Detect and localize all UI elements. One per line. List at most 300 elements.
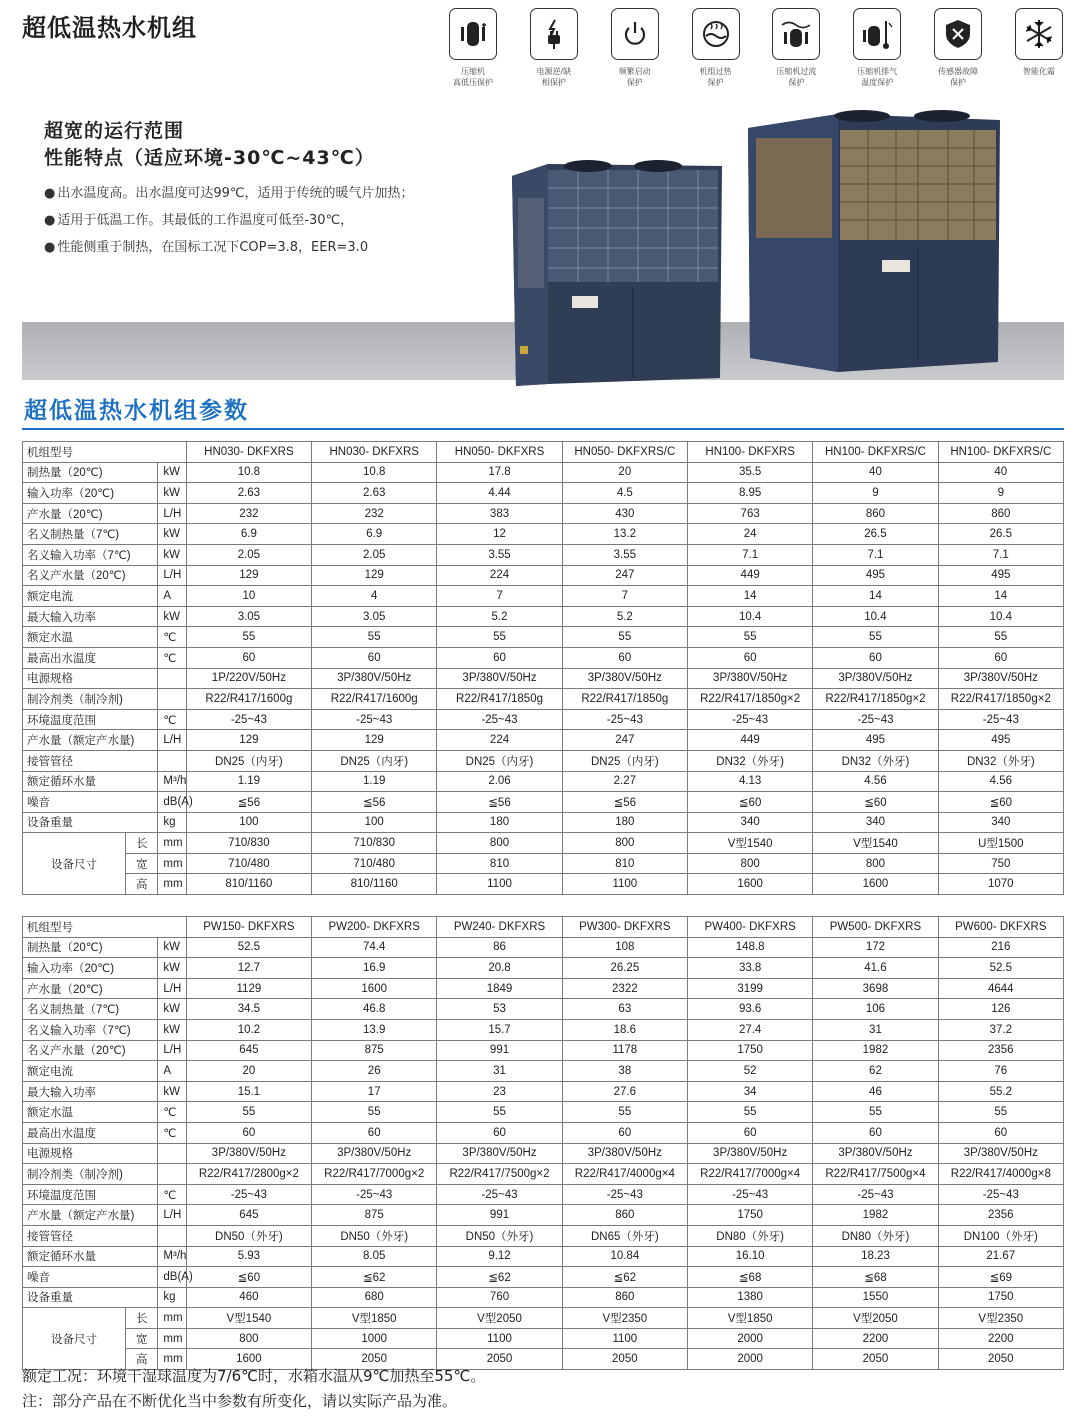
disclaimer-note: 注：部分产品在不断优化当中参数有所变化，请以实际产品为准。 <box>22 1392 458 1410</box>
value-cell: 991 <box>437 1205 562 1226</box>
section-title-rule <box>22 428 1064 430</box>
table-row <box>23 999 1064 1020</box>
value-cell: 224 <box>437 730 562 751</box>
value-cell: 5.2 <box>562 606 687 627</box>
value-cell: 495 <box>813 565 938 586</box>
value-cell: 31 <box>437 1061 562 1082</box>
value-cell: 55 <box>437 1102 562 1123</box>
row-label: 额定电流 <box>23 1061 158 1082</box>
dimension-sub-label: 高 <box>126 1349 158 1370</box>
row-label: 输入功率（20℃) <box>23 483 158 504</box>
value-cell: 60 <box>312 1122 437 1143</box>
value-cell: 7.1 <box>687 544 812 565</box>
table-row <box>23 1225 1064 1246</box>
value-cell: DN25（内牙) <box>312 750 437 771</box>
value-cell: DN65（外牙) <box>562 1225 687 1246</box>
row-label: 设备重量 <box>23 1287 158 1308</box>
value-cell: 126 <box>938 999 1063 1020</box>
value-cell: 2200 <box>813 1328 938 1349</box>
row-label: 额定水温 <box>23 627 158 648</box>
value-cell: DN25（内牙) <box>437 750 562 771</box>
value-cell: 172 <box>813 937 938 958</box>
value-cell: 232 <box>312 503 437 524</box>
value-cell: 875 <box>312 1040 437 1061</box>
page-title: 超低温热水机组 <box>22 14 197 42</box>
value-cell: R22/R417/7000g×4 <box>687 1164 812 1185</box>
row-label: 最高出水温度 <box>23 647 158 668</box>
table-row <box>23 1267 1064 1288</box>
table-row <box>23 812 1064 833</box>
value-cell: 3.55 <box>437 544 562 565</box>
value-cell: 800 <box>562 833 687 854</box>
value-cell: 46.8 <box>312 999 437 1020</box>
table-row <box>23 709 1064 730</box>
table-row <box>23 1246 1064 1267</box>
value-cell: 16.10 <box>687 1246 812 1267</box>
value-cell: 4644 <box>938 978 1063 999</box>
row-unit: kW <box>158 462 186 483</box>
value-cell: 1750 <box>938 1287 1063 1308</box>
value-cell: 60 <box>687 647 812 668</box>
table-row <box>23 689 1064 710</box>
value-cell: 710/480 <box>186 853 311 874</box>
value-cell: 1380 <box>687 1287 812 1308</box>
value-cell: 810/1160 <box>186 874 311 895</box>
value-cell: 55 <box>813 627 938 648</box>
table-row <box>23 503 1064 524</box>
value-cell: 55 <box>186 627 311 648</box>
model-name-cell: PW600- DKFXRS <box>938 917 1063 938</box>
value-cell: 3P/380V/50Hz <box>813 1143 938 1164</box>
value-cell: 2050 <box>562 1349 687 1370</box>
value-cell: 129 <box>312 730 437 751</box>
row-label: 环境温度范围 <box>23 1184 158 1205</box>
value-cell: 86 <box>437 937 562 958</box>
value-cell: 63 <box>562 999 687 1020</box>
value-cell: 52.5 <box>186 937 311 958</box>
value-cell: V型1850 <box>312 1308 437 1329</box>
row-label: 产水量（额定产水量) <box>23 1205 158 1226</box>
power-phase-protection-icon <box>530 8 578 60</box>
value-cell: 449 <box>687 565 812 586</box>
value-cell: ≦62 <box>562 1267 687 1288</box>
row-label: 噪音 <box>23 792 158 813</box>
value-cell: 60 <box>938 647 1063 668</box>
row-unit: M³/h <box>158 1246 186 1267</box>
dimension-sub-label: 宽 <box>126 1328 158 1349</box>
value-cell: 55 <box>687 1102 812 1123</box>
value-cell: 460 <box>186 1287 311 1308</box>
value-cell: 41.6 <box>813 958 938 979</box>
feature-list <box>44 180 414 261</box>
value-cell: 1.19 <box>186 771 311 792</box>
table-row <box>23 565 1064 586</box>
smart-defrost-icon <box>1015 8 1063 60</box>
feature-icon-label: 电源逆/缺 相保护 <box>536 67 572 87</box>
row-label: 名义输入功率（7℃) <box>23 544 158 565</box>
value-cell: 14 <box>813 586 938 607</box>
feature-item: ● 性能侧重于制热，在国标工况下COP=3.8，EER=3.0 <box>44 240 369 255</box>
bullet-icon: ● <box>44 213 56 228</box>
value-cell: ≦68 <box>813 1267 938 1288</box>
row-unit: mm <box>158 833 186 854</box>
value-cell: 1600 <box>687 874 812 895</box>
value-cell: 16.9 <box>312 958 437 979</box>
value-cell: -25~43 <box>312 1184 437 1205</box>
value-cell: 710/480 <box>312 853 437 874</box>
value-cell: 2050 <box>437 1349 562 1370</box>
value-cell: 2050 <box>813 1349 938 1370</box>
value-cell: 55 <box>186 1102 311 1123</box>
value-cell: -25~43 <box>687 1184 812 1205</box>
row-unit: kW <box>158 524 186 545</box>
table-row <box>23 586 1064 607</box>
value-cell: 340 <box>813 812 938 833</box>
row-unit: kW <box>158 544 186 565</box>
row-unit: L/H <box>158 978 186 999</box>
table-row <box>23 978 1064 999</box>
value-cell: 26 <box>312 1061 437 1082</box>
value-cell: 108 <box>562 937 687 958</box>
table-row <box>23 958 1064 979</box>
value-cell: 1600 <box>186 1349 311 1370</box>
value-cell: 17.8 <box>437 462 562 483</box>
value-cell: 62 <box>813 1061 938 1082</box>
value-cell: 55.2 <box>938 1081 1063 1102</box>
value-cell: 1.19 <box>312 771 437 792</box>
value-cell: 495 <box>938 730 1063 751</box>
dimension-row <box>23 853 1064 874</box>
value-cell: 55 <box>687 627 812 648</box>
table-row <box>23 750 1064 771</box>
row-label: 最大输入功率 <box>23 606 158 627</box>
value-cell: V型1540 <box>186 1308 311 1329</box>
feature-heading: 超宽的运行范围 <box>44 120 185 142</box>
value-cell: DN50（外牙) <box>312 1225 437 1246</box>
row-unit: L/H <box>158 1205 186 1226</box>
value-cell: 1100 <box>437 1328 562 1349</box>
row-label: 额定循环水量 <box>23 1246 158 1267</box>
row-unit <box>158 1164 186 1185</box>
value-cell: 55 <box>562 1102 687 1123</box>
value-cell: 1982 <box>813 1205 938 1226</box>
value-cell: 2200 <box>938 1328 1063 1349</box>
value-cell: ≦60 <box>938 792 1063 813</box>
value-cell: 106 <box>813 999 938 1020</box>
value-cell: 18.23 <box>813 1246 938 1267</box>
value-cell: R22/R417/1850g×2 <box>687 689 812 710</box>
value-cell: R22/R417/1850g <box>562 689 687 710</box>
value-cell: DN50（外牙) <box>437 1225 562 1246</box>
value-cell: 26.5 <box>813 524 938 545</box>
dimension-label: 设备尺寸 <box>23 833 126 895</box>
value-cell: 76 <box>938 1061 1063 1082</box>
value-cell: 216 <box>938 937 1063 958</box>
row-label: 产水量（额定产水量) <box>23 730 158 751</box>
value-cell: DN80（外牙) <box>687 1225 812 1246</box>
row-unit: mm <box>158 1308 186 1329</box>
value-cell: -25~43 <box>437 1184 562 1205</box>
value-cell: 1P/220V/50Hz <box>186 668 311 689</box>
value-cell: 100 <box>312 812 437 833</box>
value-cell: 1000 <box>312 1328 437 1349</box>
value-cell: 10.4 <box>687 606 812 627</box>
model-name-cell: PW200- DKFXRS <box>312 917 437 938</box>
value-cell: V型1850 <box>687 1308 812 1329</box>
feature-icon-label: 压缩机排气 温度保护 <box>857 67 898 87</box>
value-cell: 9 <box>813 483 938 504</box>
value-cell: V型2050 <box>813 1308 938 1329</box>
table-row <box>23 1164 1064 1185</box>
row-unit: ℃ <box>158 709 186 730</box>
value-cell: ≦62 <box>312 1267 437 1288</box>
rated-condition-note: 额定工况：环境干湿球温度为7/6℃时，水箱水温从9℃加热至55℃。 <box>22 1367 486 1385</box>
value-cell: DN25（内牙) <box>186 750 311 771</box>
value-cell: 60 <box>562 1122 687 1143</box>
value-cell: 3P/380V/50Hz <box>938 1143 1063 1164</box>
value-cell: 2000 <box>687 1349 812 1370</box>
value-cell: 93.6 <box>687 999 812 1020</box>
value-cell: 3P/380V/50Hz <box>813 668 938 689</box>
value-cell: V型1540 <box>687 833 812 854</box>
value-cell: 2356 <box>938 1040 1063 1061</box>
feature-item: ● 出水温度高。出水温度可达99℃，适用于传统的暖气片加热； <box>44 186 414 201</box>
value-cell: 1129 <box>186 978 311 999</box>
row-unit: mm <box>158 1328 186 1349</box>
table-row <box>23 1287 1064 1308</box>
value-cell: 20 <box>186 1061 311 1082</box>
value-cell: 1070 <box>938 874 1063 895</box>
row-label: 名义制热量（7℃) <box>23 524 158 545</box>
row-unit: ℃ <box>158 647 186 668</box>
value-cell: ≦56 <box>437 792 562 813</box>
table-row <box>23 462 1064 483</box>
value-cell: 800 <box>813 853 938 874</box>
model-name-cell: HN030- DKFXRS <box>186 442 311 463</box>
value-cell: 860 <box>813 503 938 524</box>
value-cell: 3P/380V/50Hz <box>312 668 437 689</box>
feature-icon-label: 压缩机 高低压保护 <box>453 67 493 87</box>
value-cell: 7 <box>437 586 562 607</box>
model-name-cell: HN100- DKFXRS <box>687 442 812 463</box>
feature-icon-item <box>440 8 506 100</box>
value-cell: 40 <box>938 462 1063 483</box>
value-cell: ≦60 <box>687 792 812 813</box>
value-cell: 21.67 <box>938 1246 1063 1267</box>
value-cell: 7 <box>562 586 687 607</box>
value-cell: 7.1 <box>938 544 1063 565</box>
value-cell: 52.5 <box>938 958 1063 979</box>
row-unit: mm <box>158 874 186 895</box>
value-cell: 52 <box>687 1061 812 1082</box>
value-cell: 55 <box>562 627 687 648</box>
value-cell: 2.06 <box>437 771 562 792</box>
value-cell: 55 <box>437 627 562 648</box>
table-row <box>23 1122 1064 1143</box>
row-unit <box>158 689 186 710</box>
value-cell: 9 <box>938 483 1063 504</box>
feature-item: ● 适用于低温工作。其最低的工作温度可低至-30℃， <box>44 213 354 228</box>
value-cell: 860 <box>562 1287 687 1308</box>
feature-icon-item <box>683 8 749 100</box>
value-cell: 2.63 <box>312 483 437 504</box>
value-cell: 860 <box>938 503 1063 524</box>
row-label: 额定循环水量 <box>23 771 158 792</box>
value-cell: 4.13 <box>687 771 812 792</box>
row-label: 名义产水量（20℃) <box>23 1040 158 1061</box>
value-cell: R22/R417/1600g <box>186 689 311 710</box>
table-header-label: 机组型号 <box>23 442 187 463</box>
dimension-sub-label: 宽 <box>126 853 158 874</box>
table-row <box>23 730 1064 751</box>
value-cell: 10.4 <box>938 606 1063 627</box>
value-cell: 74.4 <box>312 937 437 958</box>
exhaust-temperature-icon <box>853 8 901 60</box>
feature-icon-item <box>844 8 910 100</box>
value-cell: -25~43 <box>938 709 1063 730</box>
value-cell: 60 <box>813 647 938 668</box>
table-row <box>23 627 1064 648</box>
row-label: 电源规格 <box>23 668 158 689</box>
model-name-cell: PW400- DKFXRS <box>687 917 812 938</box>
row-label: 额定水温 <box>23 1102 158 1123</box>
value-cell: 875 <box>312 1205 437 1226</box>
value-cell: 1849 <box>437 978 562 999</box>
value-cell: 129 <box>186 730 311 751</box>
spec-table-hn <box>22 441 1064 895</box>
feature-icon-item <box>925 8 991 100</box>
row-label: 名义输入功率（7℃) <box>23 1019 158 1040</box>
value-cell: 34 <box>687 1081 812 1102</box>
value-cell: 10.4 <box>813 606 938 627</box>
value-cell: 55 <box>312 627 437 648</box>
value-cell: 1100 <box>437 874 562 895</box>
value-cell: 148.8 <box>687 937 812 958</box>
value-cell: 3.05 <box>186 606 311 627</box>
value-cell: 449 <box>687 730 812 751</box>
row-unit: kg <box>158 812 186 833</box>
value-cell: 60 <box>562 647 687 668</box>
value-cell: 2050 <box>938 1349 1063 1370</box>
model-name-cell: PW500- DKFXRS <box>813 917 938 938</box>
model-name-cell: HN100- DKFXRS/C <box>938 442 1063 463</box>
row-unit: kW <box>158 958 186 979</box>
value-cell: R22/R417/7500g×4 <box>813 1164 938 1185</box>
value-cell: 2.27 <box>562 771 687 792</box>
row-unit <box>158 1225 186 1246</box>
value-cell: -25~43 <box>938 1184 1063 1205</box>
value-cell: R22/R417/4000g×4 <box>562 1164 687 1185</box>
value-cell: 37.2 <box>938 1019 1063 1040</box>
row-label: 设备重量 <box>23 812 158 833</box>
product-image-small-unit <box>508 158 724 386</box>
value-cell: 38 <box>562 1061 687 1082</box>
row-label: 最大输入功率 <box>23 1081 158 1102</box>
compressor-overcurrent-icon <box>772 8 820 60</box>
row-unit <box>158 668 186 689</box>
value-cell: 13.9 <box>312 1019 437 1040</box>
table-row <box>23 1019 1064 1040</box>
row-unit: kW <box>158 1081 186 1102</box>
table-row <box>23 1061 1064 1082</box>
bullet-icon: ● <box>44 186 56 201</box>
table-header-row <box>23 917 1064 938</box>
table-row <box>23 544 1064 565</box>
value-cell: 2356 <box>938 1205 1063 1226</box>
value-cell: -25~43 <box>186 709 311 730</box>
value-cell: 35.5 <box>687 462 812 483</box>
row-label: 最高出水温度 <box>23 1122 158 1143</box>
value-cell: 3P/380V/50Hz <box>437 1143 562 1164</box>
product-image-large-unit <box>742 108 1004 374</box>
value-cell: 180 <box>562 812 687 833</box>
feature-icon-row <box>440 8 1072 100</box>
value-cell: 60 <box>938 1122 1063 1143</box>
feature-icon-label: 机组过热 保护 <box>699 67 732 87</box>
value-cell: 645 <box>186 1040 311 1061</box>
value-cell: 3698 <box>813 978 938 999</box>
value-cell: 6.9 <box>186 524 311 545</box>
value-cell: 60 <box>312 647 437 668</box>
value-cell: 224 <box>437 565 562 586</box>
value-cell: ≦69 <box>938 1267 1063 1288</box>
feature-icon-label: 智能化霜 <box>1022 67 1055 76</box>
table-row <box>23 1040 1064 1061</box>
row-unit: A <box>158 586 186 607</box>
value-cell: 991 <box>437 1040 562 1061</box>
value-cell: 20 <box>562 462 687 483</box>
value-cell: 55 <box>813 1102 938 1123</box>
value-cell: 24 <box>687 524 812 545</box>
row-unit: kW <box>158 999 186 1020</box>
value-cell: V型1540 <box>813 833 938 854</box>
value-cell: 4.56 <box>813 771 938 792</box>
value-cell: 12.7 <box>186 958 311 979</box>
row-unit <box>158 1143 186 1164</box>
value-cell: 34.5 <box>186 999 311 1020</box>
value-cell: 4.44 <box>437 483 562 504</box>
row-unit: dB(A) <box>158 1267 186 1288</box>
overheat-protection-icon <box>692 8 740 60</box>
value-cell: 60 <box>186 1122 311 1143</box>
dimension-row <box>23 1308 1064 1329</box>
value-cell: DN32（外牙) <box>938 750 1063 771</box>
row-unit: kW <box>158 606 186 627</box>
bullet-icon: ● <box>44 240 56 255</box>
value-cell: 3.55 <box>562 544 687 565</box>
feature-icon-label: 传感器故障 保护 <box>938 67 979 87</box>
table-row <box>23 524 1064 545</box>
table-row <box>23 606 1064 627</box>
table-row <box>23 792 1064 813</box>
value-cell: 800 <box>186 1328 311 1349</box>
row-unit: kW <box>158 483 186 504</box>
value-cell: 5.2 <box>437 606 562 627</box>
value-cell: 23 <box>437 1081 562 1102</box>
row-unit: L/H <box>158 565 186 586</box>
row-label: 环境温度范围 <box>23 709 158 730</box>
model-name-cell: PW150- DKFXRS <box>186 917 311 938</box>
value-cell: 1550 <box>813 1287 938 1308</box>
value-cell: 8.95 <box>687 483 812 504</box>
value-cell: 10.8 <box>312 462 437 483</box>
value-cell: R22/R417/1600g <box>312 689 437 710</box>
row-label: 制冷剂类（制冷剂) <box>23 1164 158 1185</box>
value-cell: 710/830 <box>186 833 311 854</box>
value-cell: DN25（内牙) <box>562 750 687 771</box>
value-cell: 750 <box>938 853 1063 874</box>
row-label: 制冷剂类（制冷剂) <box>23 689 158 710</box>
